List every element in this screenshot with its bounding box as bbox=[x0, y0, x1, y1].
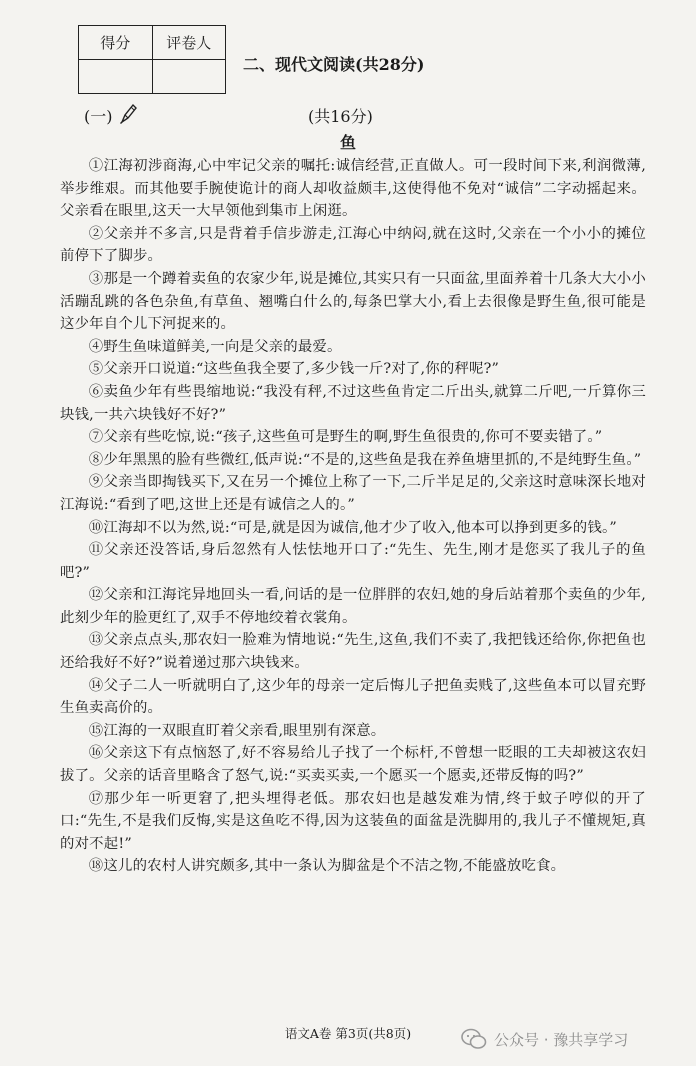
paragraph-14: ⑭父子二人一听就明白了,这少年的母亲一定后悔儿子把鱼卖贱了,这些鱼本可以冒充野生鱼卖高价的。 bbox=[60, 677, 646, 717]
paragraph-6: ⑥卖鱼少年有些畏缩地说:“我没有秤,不过这些鱼肯定二斤出头,就算二斤吧,一斤算你三块钱,一共六块钱好不好?” bbox=[60, 383, 646, 423]
paragraph-5: ⑤父亲开口说道:“这些鱼我全要了,多少钱一斤?对了,你的秤呢?” bbox=[88, 361, 500, 378]
paragraph-4: ④野生鱼味道鲜美,一向是父亲的最爱。 bbox=[88, 338, 342, 355]
watermark bbox=[460, 1020, 690, 1058]
chat-bubble-icon bbox=[460, 1025, 488, 1053]
paragraph-16: ⑯父亲这下有点恼怒了,好不容易给儿子找了一个标杆,不曾想一眨眼的工夫却被这农妇拔了。父亲的话音里略含了怒气,说:“买卖买卖,一个愿买一个愿卖,还带反悔的吗?” bbox=[60, 745, 646, 785]
paragraph-7: ⑦父亲有些吃惊,说:“孩子,这些鱼可是野生的啊,野生鱼很贵的,你可不要卖错了。” bbox=[88, 429, 603, 446]
part-label: (一) bbox=[84, 107, 113, 126]
paragraph-3: ③那是一个蹲着卖鱼的农家少年,说是摊位,其实只有一只面盆,里面养着十几条大大小小活蹦乱跳的各色杂鱼,有草鱼、翘嘴白什么的,每条巴掌大小,看上去很像是野生鱼,很可能是这少年自个儿下河捉来的。 bbox=[60, 270, 646, 333]
article-title: 鱼 bbox=[339, 133, 356, 152]
paragraph-18: ⑱这儿的农村人讲究颇多,其中一条认为脚盆是个不洁之物,不能盛放吃食。 bbox=[88, 858, 566, 875]
paragraph-9: ⑨父亲当即掏钱买下,又在另一个摊位上称了一下,二斤半足足的,父亲这时意味深长地对江海说:“看到了吧,这世上还是有诚信之人的。” bbox=[60, 474, 646, 513]
paragraph-12: ⑫父亲和江海诧异地回头一看,问话的是一位胖胖的农妇,她的身后站着那个卖鱼的少年,此刻少年的脸更红了,双手不停地绞着衣裳角。 bbox=[60, 587, 646, 626]
page-footer: 语文A卷 第3页(共8页) bbox=[284, 1026, 412, 1041]
paragraph-17: ⑰那少年一听更窘了,把头埋得老低。那农妇也是越发难为情,终于蚊子哼似的开了口:“先生,不是我们反悔,实是这鱼吃不得,因为这装鱼的面盆是洗脚用的,我儿子不懂规矩,真的对不起!” bbox=[60, 790, 646, 852]
paragraph-8: ⑧少年黑黑的脸有些微红,低声说:“不是的,这些鱼是我在养鱼塘里抓的,不是纯野生鱼。” bbox=[88, 451, 642, 468]
paragraph-15: ⑮江海的一双眼直盯着父亲看,眼里别有深意。 bbox=[88, 722, 386, 739]
paragraph-13: ⑬父亲点点头,那农妇一脸难为情地说:“先生,这鱼,我们不卖了,我把钱还给你,你把鱼也还给我好不好?”说着递过那六块钱来。 bbox=[60, 632, 646, 672]
part-score: (共16分) bbox=[308, 107, 373, 126]
section-title: 二、现代文阅读(共28分) bbox=[243, 55, 425, 74]
score-table bbox=[78, 25, 226, 94]
reviewer-cell bbox=[152, 60, 226, 94]
watermark-text: 公众号 · 豫共享学习 bbox=[494, 1030, 629, 1049]
article-body bbox=[60, 155, 646, 878]
paragraph-2: ②父亲并不多言,只是背着手信步游走,江海心中纳闷,就在这时,父亲在一个小小的摊位前停下了脚步。 bbox=[60, 225, 646, 265]
pen-icon bbox=[118, 102, 138, 124]
score-cell bbox=[79, 60, 153, 94]
paragraph-10: ⑩江海却不以为然,说:“可是,就是因为诚信,他才少了收入,他本可以挣到更多的钱。” bbox=[88, 519, 617, 536]
score-header: 得分 bbox=[79, 26, 153, 60]
reviewer-header: 评卷人 bbox=[152, 26, 226, 60]
paragraph-11: ⑪父亲还没答话,身后忽然有人怯怯地开口了:“先生、先生,刚才是您买了我儿子的鱼吧?” bbox=[60, 542, 646, 581]
paragraph-1: ①江海初涉商海,心中牢记父亲的嘱托:诚信经营,正直做人。可一段时间下来,利润微薄,举步维艰。而其他要手腕使诡计的商人却收益颇丰,这使得他不免对“诚信”二字动摇起来。父亲看在眼里,这天一大早领他到集市上闲逛。 bbox=[60, 158, 646, 220]
